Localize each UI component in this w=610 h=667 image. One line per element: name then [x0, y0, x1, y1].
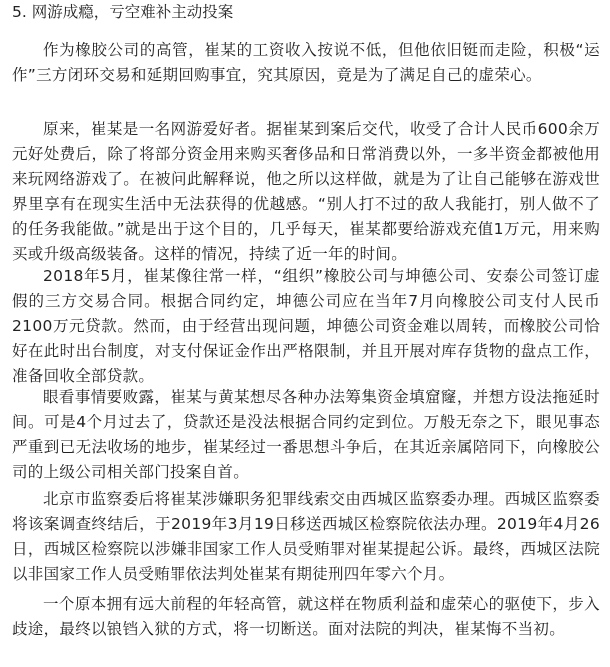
paragraph-motive: 作为橡胶公司的高管，崔某的工资收入按说不低，但他依旧铤而走险，积极“运作”三方闭环交易和延期回购事宜，究其原因，竟是为了满足自己的虚荣心。	[12, 41, 600, 84]
paragraph-conclusion: 一个原本拥有远大前程的年轻高管，就这样在物质利益和虚荣心的驱使下，步入歧途，最终以锒铛入狱的方式，将一切断送。面对法院的判决，崔某悔不当初。	[12, 595, 600, 638]
paragraph-contract: 2018年5月，崔某像往常一样，“组织”橡胶公司与坤德公司、安泰公司签订虚假的三方交易合同。根据合同约定，坤德公司应在当年7月向橡胶公司支付人民币2100万元贷款。然而，由于经营出现问题，坤德公司资金难以周转，而橡胶公司恰好在此时出台制度，对支付保证金作出严格限制，并且开展对库存货物的盘点工作，准备回收全部贷款。	[12, 267, 600, 385]
section-heading: 5. 网游成瘾，亏空难补主动投案	[12, 3, 234, 21]
paragraph-surrender: 眼看事情要败露，崔某与黄某想尽各种办法筹集资金填窟窿，并想方设法拖延时间。可是4个月过去了，贷款还是没法根据合同约定到位。万般无奈之下，眼见事态严重到已无法收场的地步，崔某经过一番思想斗争后，在其近亲属陪同下，向橡胶公司的上级公司相关部门投案自首。	[12, 388, 600, 481]
paragraph-prosecution: 北京市监察委后将崔某涉嫌职务犯罪线索交由西城区监察委办理。西城区监察委将该案调查终结后，于2019年3月19日移送西城区检察院依法办理。2019年4月26日，西城区检察院以涉嫌非国家工作人员受贿罪对崔某提起公诉。最终，西城区法院以非国家工作人员受贿罪依法判处崔某有期徒刑四年零六个月。	[12, 490, 600, 583]
paragraph-online-gaming: 原来，崔某是一名网游爱好者。据崔某到案后交代，收受了合计人民币600余万元好处费后，除了将部分资金用来购买奢侈品和日常消费以外，一多半资金都被他用来玩网络游戏了。在被问此解释说，他之所以这样做，就是为了让自己能够在游戏世界里享有在现实生活中无法获得的优越感。“别人打不过的敌人我能打，别人做不了的任务我能做。”就是出于这个目的，几乎每天，崔某都要给游戏充值1万元，用来购买或升级高级装备。这样的情况，持续了近一年的时间。	[12, 120, 600, 263]
